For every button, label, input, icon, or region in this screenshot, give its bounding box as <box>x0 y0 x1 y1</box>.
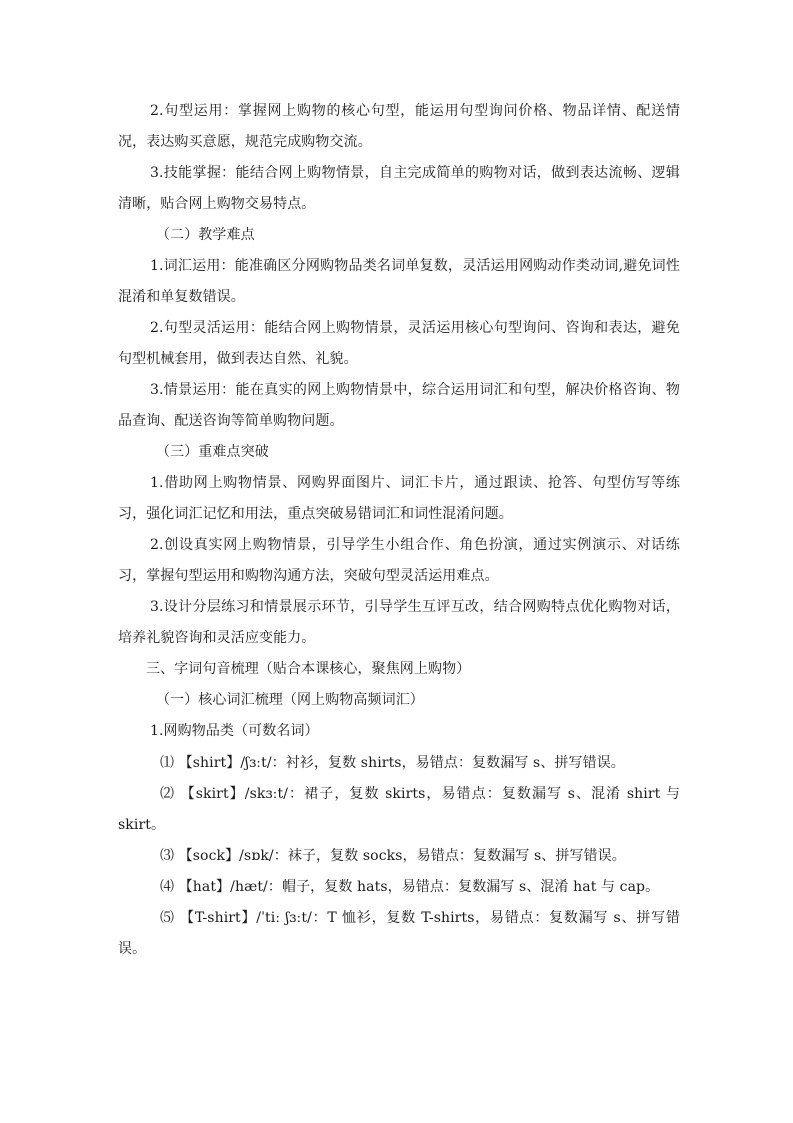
section-heading-difficulties: （二）教学难点 <box>156 227 255 243</box>
vocab-item-sock: ⑶ 【sock】/sɒk/：袜子，复数 socks，易错点：复数漏写 s、拼写错误。 <box>160 848 626 864</box>
vocab-item-skirt: ⑵ 【skirt】/skɜːt/：裙子，复数 skirts，易错点：复数漏写 s、混淆 shirt 与 skirt。 <box>118 786 680 833</box>
chapter-heading-review: 三、字词句音梳理（贴合本课核心，聚焦网上购物） <box>146 661 471 677</box>
vocab-item-tshirt: ⑸ 【T-shirt】/ˈtiː ʃɜːt/：T 恤衫，复数 T-shirts，易错点：复数漏写 s、拼写错误。 <box>118 910 680 957</box>
paragraph-vocab-usage: 1.词汇运用：能准确区分网购物品类名词单复数，灵活运用网购动作类动词,避免词性混淆和单复数错误。 <box>118 258 680 305</box>
paragraph-sentence-usage: 2.句型运用：掌握网上购物的核心句型，能运用句型询问价格、物品详情、配送情况，表达购买意愿，规范完成购物交流。 <box>118 103 680 150</box>
paragraph-breakthrough-2: 2.创设真实网上购物情景，引导学生小组合作、角色扮演，通过实例演示、对话练习，掌握句型运用和购物沟通方法，突破句型灵活运用难点。 <box>118 537 680 584</box>
paragraph-breakthrough-1: 1.借助网上购物情景、网购界面图片、词汇卡片，通过跟读、抢答、句型仿写等练习，强化词汇记忆和用法，重点突破易错词汇和词性混淆问题。 <box>118 475 680 522</box>
vocab-item-shirt: ⑴ 【shirt】/ʃɜːt/：衬衫，复数 shirts，易错点：复数漏写 s、拼写错误。 <box>160 755 625 771</box>
paragraph-breakthrough-3: 3.设计分层练习和情景展示环节，引导学生互评互改，结合网购特点优化购物对话，培养礼貌咨询和灵活应变能力。 <box>118 599 680 646</box>
section-heading-breakthrough: （三）重难点突破 <box>156 444 269 460</box>
paragraph-skill-mastery: 3.技能掌握：能结合网上购物情景，自主完成简单的购物对话，做到表达流畅、逻辑清晰，贴合网上购物交易特点。 <box>118 165 680 212</box>
paragraph-situation-usage: 3.情景运用：能在真实的网上购物情景中，综合运用词汇和句型，解决价格咨询、物品查询、配送咨询等简单购物问题。 <box>118 382 680 429</box>
subsection-heading-items: 1.网购物品类（可数名词） <box>150 723 319 739</box>
paragraph-flexible-sentence: 2.句型灵活运用：能结合网上购物情景，灵活运用核心句型询问、咨询和表达，避免句型机械套用，做到表达自然、礼貌。 <box>118 320 680 367</box>
section-heading-core-vocab: （一）核心词汇梳理（网上购物高频词汇） <box>156 692 424 708</box>
document-body <box>118 96 680 965</box>
vocab-item-hat: ⑷ 【hat】/hæt/：帽子，复数 hats，易错点：复数漏写 s、混淆 hat 与 cap。 <box>160 879 660 895</box>
vocab-list <box>118 748 680 965</box>
